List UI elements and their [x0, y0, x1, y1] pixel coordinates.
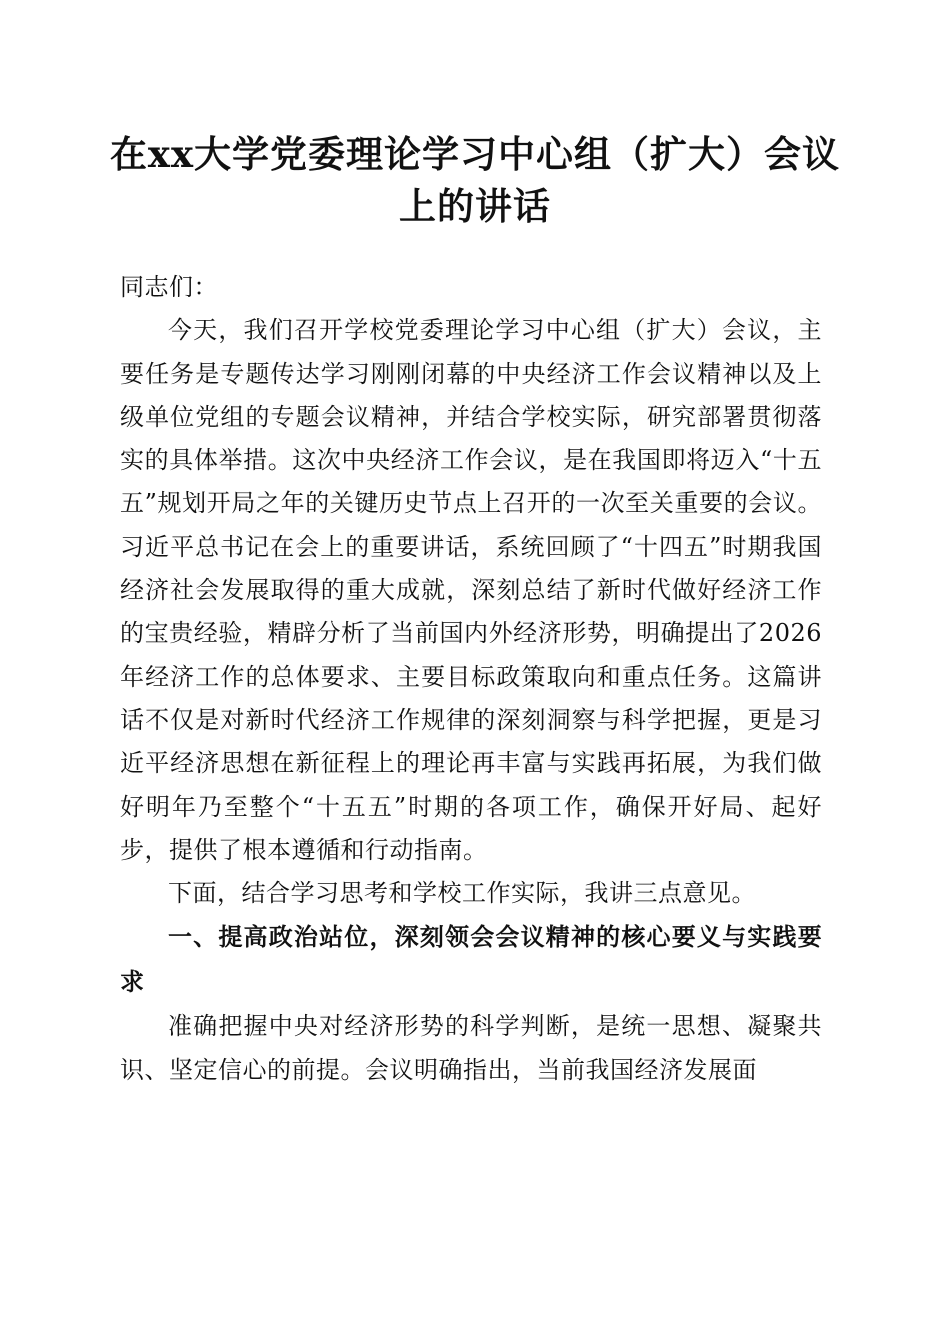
title-line-1: 在xx大学党委理论学习中心组（扩大）会议: [109, 132, 841, 176]
section-heading-1: 一、提高政治站位，深刻领会会议精神的核心要义与实践要求: [120, 923, 822, 997]
document-title: [100, 128, 850, 232]
title-line-2: 上的讲话: [399, 184, 551, 228]
paragraph-intro: 今天，我们召开学校党委理论学习中心组（扩大）会议，主要任务是专题传达学习刚刚闭幕的中央经济工作会议精神以及上级单位党组的专题会议精神，并结合学校实际，研究部署贯彻落实的具体举措。这次中央经济工作会议，是在我国即将迈入“十五五”规划开局之年的关键历史节点上召开的一次至关重要的会议。习近平总书记在会上的重要讲话，系统回顾了“十四五”时期我国经济社会发展取得的重大成就，深刻总结了新时代做好经济工作的宝贵经验，精辟分析了当前国内外经济形势，明确提出了2026年经济工作的总体要求、主要目标政策取向和重点任务。这篇讲话不仅是对新时代经济工作规律的深刻洞察与科学把握，更是习近平经济思想在新征程上的理论再丰富与实践再拓展，为我们做好明年乃至整个“十五五”时期的各项工作，确保开好局、起好步，提供了根本遵循和行动指南。: [120, 316, 822, 864]
paragraph-outline: 下面，结合学习思考和学校工作实际，我讲三点意见。: [168, 879, 756, 908]
salutation: 同志们：: [120, 273, 218, 301]
document-body: [120, 266, 822, 1092]
paragraph-section-1: 准确把握中央对经济形势的科学判断，是统一思想、凝聚共识、坚定信心的前提。会议明确指出，当前我国经济发展面: [120, 1012, 822, 1084]
